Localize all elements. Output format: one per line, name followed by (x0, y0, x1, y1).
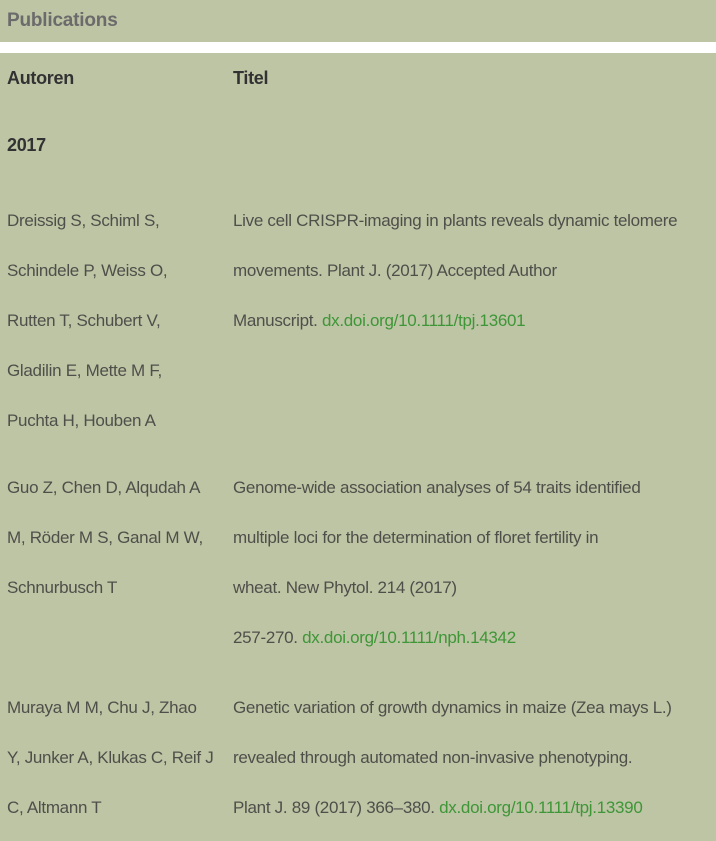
doi-link[interactable]: dx.doi.org/10.1111/nph.14342 (302, 628, 516, 647)
column-header-authors: Autoren (7, 68, 74, 88)
author-line: C, Altmann T (7, 798, 102, 817)
title-cell (233, 196, 712, 446)
publication-row (7, 196, 712, 446)
page-title: Publications (7, 10, 118, 31)
author-line: Y, Junker A, Klukas C, Reif J (7, 748, 214, 767)
title-line: Genetic variation of growth dynamics in maize (Zea mays L.) (233, 698, 672, 717)
publications-table (0, 53, 716, 841)
publication-row (7, 463, 712, 663)
title-line-text: Manuscript. (233, 311, 322, 330)
author-line: Guo Z, Chen D, Alqudah A (7, 478, 201, 497)
author-line: Schindele P, Weiss O, (7, 261, 168, 280)
title-line: movements. Plant J. (2017) Accepted Author (233, 261, 557, 280)
title-line (233, 783, 712, 833)
title-cell (233, 463, 712, 663)
publication-row (7, 683, 712, 833)
year-label: 2017 (7, 135, 46, 155)
title-line-text: Plant J. 89 (2017) 366–380. (233, 798, 440, 817)
title-line (233, 296, 712, 346)
author-line: Schnurbusch T (7, 578, 118, 597)
author-line: Dreissig S, Schiml S, (7, 211, 160, 230)
title-line (233, 613, 712, 663)
author-line: Rutten T, Schubert V, (7, 311, 161, 330)
doi-link[interactable]: dx.doi.org/10.1111/tpj.13601 (322, 311, 526, 330)
author-line: M, Röder M S, Ganal M W, (7, 528, 203, 547)
title-line: revealed through automated non-invasive phenotyping. (233, 748, 633, 767)
title-line: multiple loci for the determination of floret fertility in (233, 528, 599, 547)
divider (0, 42, 716, 52)
title-line: wheat. New Phytol. 214 (2017) (233, 578, 457, 597)
author-line: Gladilin E, Mette M F, (7, 361, 162, 380)
table-header-row (7, 53, 712, 103)
authors-cell (7, 196, 233, 446)
authors-cell (7, 683, 233, 833)
publications-header-bar (0, 0, 716, 42)
authors-cell (7, 463, 233, 663)
year-row (7, 120, 712, 170)
title-line: Genome-wide association analyses of 54 traits identified (233, 478, 641, 497)
author-line: Puchta H, Houben A (7, 411, 156, 430)
column-header-title: Titel (233, 68, 269, 88)
title-line-text: 257-270. (233, 628, 303, 647)
title-line: Live cell CRISPR-imaging in plants reveals dynamic telomere (233, 211, 678, 230)
title-cell (233, 683, 712, 833)
author-line: Muraya M M, Chu J, Zhao (7, 698, 197, 717)
doi-link[interactable]: dx.doi.org/10.1111/tpj.13390 (439, 798, 643, 817)
